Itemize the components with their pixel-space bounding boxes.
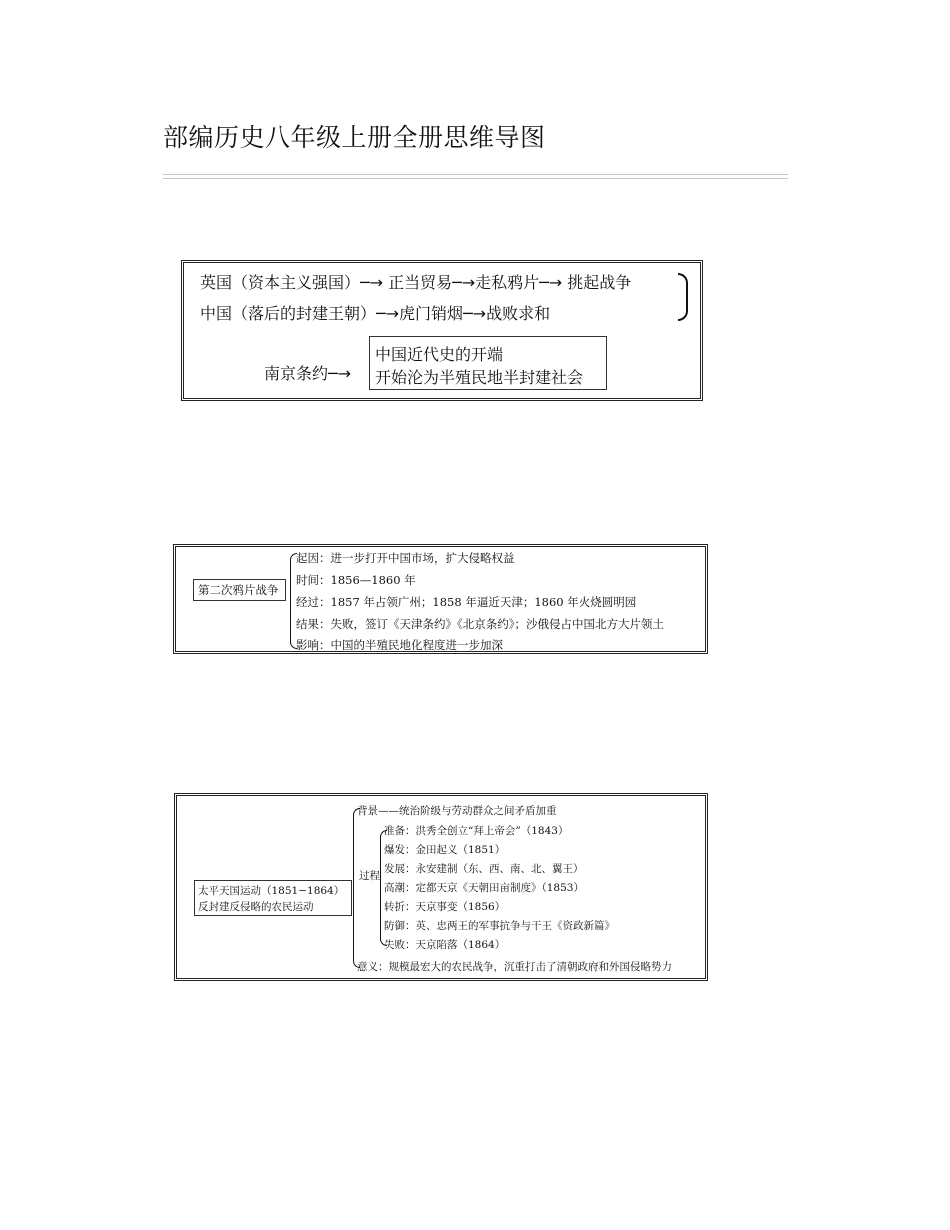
- mindmap-opium-war-1: [181, 260, 703, 401]
- map3-step-develop: 发展：永安建制（东、西、南、北、翼王）: [384, 863, 584, 875]
- map2-item-result: 结果：失败，签订《天津条约》《北京条约》；沙俄侵占中国北方大片领土: [296, 617, 664, 631]
- map3-process-label: 过程: [359, 870, 380, 882]
- map3-topic-title: 太平天国运动（1851−1864）: [198, 885, 345, 897]
- map3-step-failure: 失败：天京陷落（1864）: [384, 939, 506, 951]
- map1-treaty: 南京条约─→: [264, 364, 352, 383]
- map2-item-process: 经过：1857 年占领广州；1858 年逼近天津；1860 年火烧圆明园: [296, 595, 637, 609]
- map1-line-britain: 英国（资本主义强国）─→ 正当贸易─→走私鸦片─→ 挑起战争: [200, 273, 632, 292]
- map3-step-turning: 转折：天京事变（1856）: [384, 901, 506, 913]
- map2-item-cause: 起因：进一步打开中国市场，扩大侵略权益: [296, 551, 515, 565]
- map3-step-outbreak: 爆发：金田起义（1851）: [384, 844, 506, 856]
- map2-topic: 第二次鸦片战争: [198, 583, 279, 597]
- map3-main-brace: [353, 808, 360, 968]
- map1-right-brace: [678, 273, 688, 321]
- map3-significance: 意义：规模最宏大的农民战争，沉重打击了清朝政府和外国侵略势力: [357, 961, 672, 973]
- map1-result-society: 开始沦为半殖民地半封建社会: [375, 368, 584, 387]
- title-divider: [163, 174, 788, 179]
- map1-result-start: 中国近代史的开端: [375, 345, 504, 364]
- map2-item-time: 时间：1856—1860 年: [296, 573, 416, 587]
- map3-step-prepare: 准备：洪秀全创立“拜上帝会”（1843）: [384, 825, 569, 837]
- map3-step-climax: 高潮：定都天京《天朝田亩制度》（1853）: [384, 882, 584, 894]
- map3-step-defense: 防御：英、忠两王的军事抗争与干王《资政新篇》: [384, 920, 615, 932]
- map2-item-impact: 影响：中国的半殖民地化程度进一步加深: [296, 638, 503, 652]
- page-title: 部编历史八年级上册全册思维导图: [163, 123, 546, 152]
- map3-background: 背景——统治阶级与劳动群众之间矛盾加重: [357, 805, 557, 817]
- mindmap-taiping: [174, 793, 708, 981]
- map3-topic-subtitle: 反封建反侵略的农民运动: [198, 901, 314, 913]
- mindmap-opium-war-2: [173, 544, 708, 654]
- map1-line-china: 中国（落后的封建王朝）─→虎门销烟─→战败求和: [200, 304, 551, 323]
